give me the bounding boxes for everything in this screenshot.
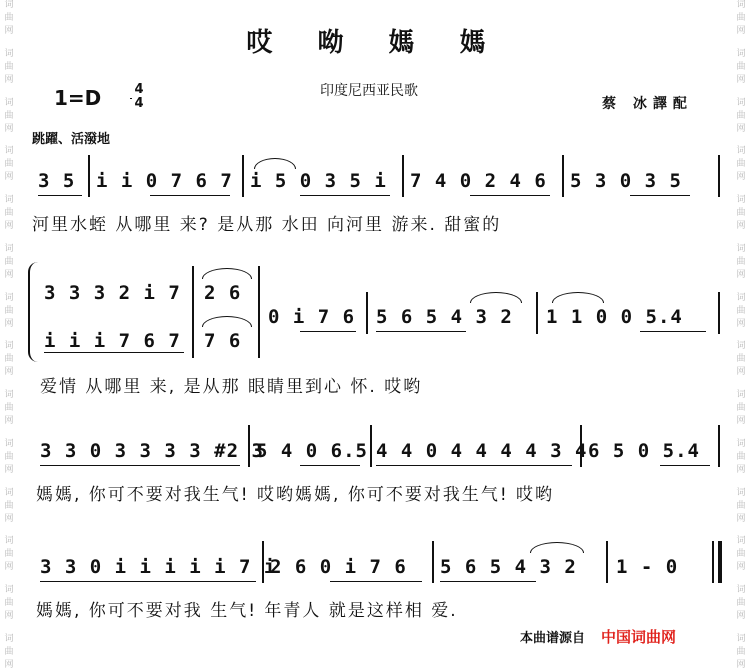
barline <box>370 425 372 467</box>
final-barline-thick <box>718 541 722 583</box>
barline <box>248 425 250 467</box>
measure-1-notes: 3 3 0 i i i i i 7 i <box>40 556 277 578</box>
measure-5-notes: 1 1 0 0 5.4 <box>546 306 683 328</box>
right-watermark-strip: 词 曲 网 词 曲 网 词 曲 网 词 曲 网 词 曲 网 词 曲 网 词 曲 网 词 曲 网 词 曲 网 词 曲 网 词 曲 网 词 曲 网 词 曲 网 词 曲 网 <box>736 0 746 670</box>
left-watermark-strip: 词 曲 网 词 曲 网 词 曲 网 词 曲 网 词 曲 网 词 曲 网 词 曲 网 词 曲 网 词 曲 网 词 曲 网 词 曲 网 词 曲 网 词 曲 网 词 曲 网 <box>4 0 14 670</box>
slur <box>470 292 522 303</box>
tempo-marking: 跳躍、活潑地 <box>32 132 111 147</box>
source-footer <box>520 626 676 647</box>
measure-2-notes: i i 0 7 6 7 <box>96 170 233 192</box>
time-signature-top: 4 <box>134 82 144 97</box>
barline <box>562 155 564 197</box>
upper-voice-measure-1: 3 3 3 2 i 7 <box>44 282 181 304</box>
source-label: 本曲谱源自 <box>520 631 586 646</box>
measure-1-notes: 3 3 0 3 3 3 3 #2 3 <box>40 440 264 462</box>
lyrics-line-2: 爱情 从哪里 来, 是从那 眼睛里到心 怀. 哎哟 <box>40 377 423 397</box>
beam <box>330 581 422 582</box>
beam <box>376 331 466 332</box>
beam <box>300 195 390 196</box>
measure-3-notes: i 5 0 3 5 i <box>250 170 387 192</box>
slur <box>254 158 296 169</box>
slur <box>552 292 604 303</box>
measure-4-notes: 7 4 0 2 4 6 <box>410 170 547 192</box>
slur <box>202 316 252 327</box>
measure-2-notes: 5 4 0 6.5 <box>256 440 368 462</box>
key-signature: 1=D <box>54 86 102 110</box>
measure-3-notes: 4 4 0 4 4 4 4 3 4 <box>376 440 588 462</box>
lyrics-line-4: 媽媽, 你可不要对我 生气! 年青人 就是这样相 爱. <box>36 601 458 621</box>
barline <box>718 425 720 467</box>
lyrics-line-3: 媽媽, 你可不要对我生气! 哎哟媽媽, 你可不要对我生气! 哎哟 <box>36 485 555 505</box>
barline <box>262 541 264 583</box>
barline <box>718 155 720 197</box>
slur <box>530 542 584 553</box>
lower-voice-measure-2: 7 6 <box>204 330 242 352</box>
beam <box>640 331 706 332</box>
barline <box>718 292 720 334</box>
measure-4-notes: 5 6 5 4 3 2 <box>376 306 513 328</box>
measure-4-notes: 1 - 0 <box>616 556 679 578</box>
final-barline-thin <box>712 541 714 583</box>
beam <box>660 465 710 466</box>
beam <box>40 581 256 582</box>
beam <box>300 331 356 332</box>
measure-3-notes: 5 6 5 4 3 2 <box>440 556 577 578</box>
song-title: 哎 呦 媽 媽 <box>246 28 504 58</box>
measure-4-notes: 6 5 0 5.4 <box>588 440 700 462</box>
barline <box>366 292 368 334</box>
beam <box>150 195 230 196</box>
measure-1-notes: 3 5 <box>38 170 76 192</box>
barline <box>88 155 90 197</box>
system-brace <box>28 262 42 362</box>
beam <box>630 195 690 196</box>
measure-3-notes: 0 i 7 6 <box>268 306 356 328</box>
barline <box>242 155 244 197</box>
site-brand[interactable]: 中国词曲网 <box>601 628 677 646</box>
beam <box>38 195 82 196</box>
barline <box>402 155 404 197</box>
beam <box>300 465 360 466</box>
barline <box>192 266 194 358</box>
measure-5-notes: 5 3 0 3 5 <box>570 170 682 192</box>
lyrics-line-1: 河里水蛭 从哪里 来? 是从那 水田 向河里 游来. 甜蜜的 <box>32 215 502 235</box>
beam <box>440 581 536 582</box>
barline <box>258 266 260 358</box>
time-signature-bottom: 4 <box>134 96 144 111</box>
beam <box>470 195 550 196</box>
measure-2-notes: 2 6 0 i 7 6 <box>270 556 407 578</box>
time-signature <box>130 83 148 111</box>
barline <box>606 541 608 583</box>
translator-credit: 蔡 冰譯配 <box>602 96 693 112</box>
beam <box>376 465 572 466</box>
lower-voice-measure-1: i i i 7 6 7 <box>44 330 181 352</box>
barline <box>432 541 434 583</box>
song-origin: 印度尼西亚民歌 <box>320 83 418 99</box>
barline <box>536 292 538 334</box>
slur <box>202 268 252 279</box>
beam <box>40 465 240 466</box>
barline <box>580 425 582 467</box>
beam <box>44 352 184 353</box>
upper-voice-measure-2: 2 6 <box>204 282 242 304</box>
